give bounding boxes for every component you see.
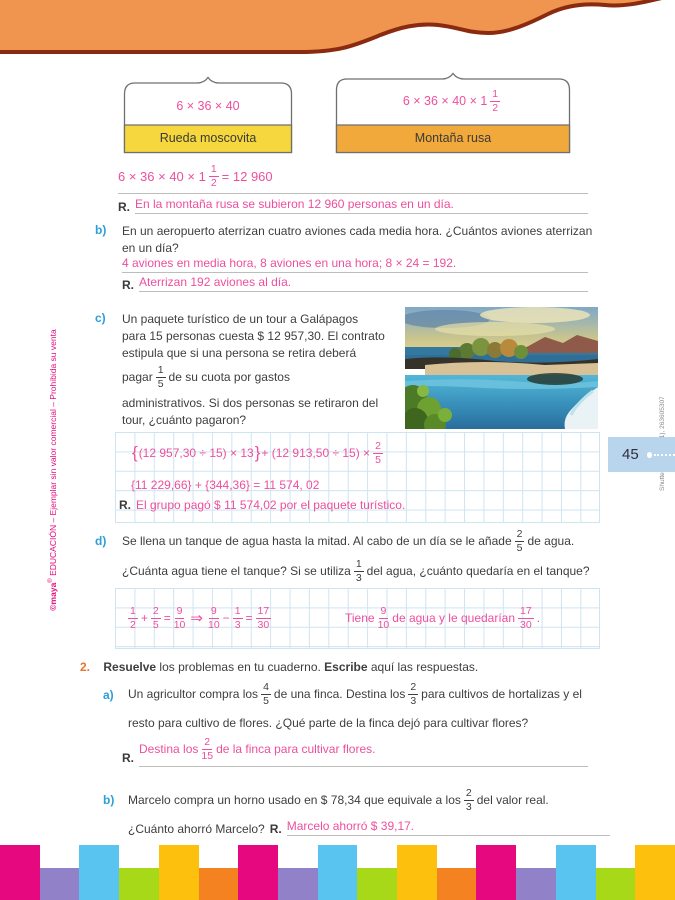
answer-line-2a: R. Destina los $\frac{2}{15}$ de la finca para cultivar flores.	[122, 737, 588, 767]
work-grid-c1	[115, 432, 600, 523]
implies-arrow: ⇒	[190, 610, 203, 627]
footer-color-block	[79, 845, 119, 900]
page-number-tab	[608, 437, 675, 472]
box-label: Montaña rusa	[414, 131, 492, 145]
item-marker-2a: a)	[103, 688, 114, 702]
fraction: $\frac{2}{5}$	[516, 528, 523, 554]
answer-line-2b: ¿Cuánto ahorró Marcelo? R. Marcelo ahorró $ 39,17.	[128, 819, 610, 836]
work-grid-d1	[115, 588, 600, 649]
tab-dot	[647, 452, 653, 458]
footer-color-block	[318, 845, 358, 900]
exercise-number: 2.	[80, 660, 91, 674]
answer-text-d1: Tiene $\frac{9}{10}$ de agua y le quedarían $\frac{17}{30}$ .	[345, 605, 541, 631]
footer-color-block	[199, 868, 239, 900]
question-line-with-fraction: Marcelo compra un horno usado en $ 78,34 que equivale a los $\frac{2}{3}$ del valor real.	[128, 787, 549, 813]
item-marker-d1: d)	[95, 534, 107, 548]
fraction: $\frac{1}{5}$	[157, 364, 164, 390]
photo-credit	[659, 371, 666, 491]
question-2b	[128, 785, 610, 836]
expression-rueda	[123, 94, 293, 118]
footer-color-block	[596, 868, 636, 900]
answer-text: Marcelo ahorró $ 39,17.	[287, 819, 610, 836]
answer-text: Destina los $\frac{2}{15}$ de la finca para cultivar flores.	[139, 734, 588, 767]
question-2a: Un agricultor compra los $\frac{4}{5}$ de una finca. Destina los $\frac{2}{3}$ para cultivos de hortalizas y el resto para cultivo de flores. ¿Qué parte de la finca dejó para cultivar flores?	[128, 679, 610, 732]
question-line-with-fraction: Se llena un tanque de agua hasta la mitad. Al cabo de un día se le añade $\frac{2}{5}$ de agua.	[122, 528, 575, 554]
fraction: $\frac{1}{2}$	[210, 163, 217, 189]
exercise-2-title: 2. Resuelve los problemas en tu cuaderno. Escribe aquí las respuestas.	[80, 660, 479, 674]
footer-color-blocks	[0, 845, 675, 900]
label-box-rueda-moscovita	[123, 76, 293, 154]
footer-color-block	[556, 845, 596, 900]
footer-color-block	[437, 868, 477, 900]
footer-color-block	[357, 868, 397, 900]
question-d1	[122, 526, 612, 586]
footer-color-block	[635, 845, 675, 900]
label-box-montana-rusa	[335, 72, 571, 154]
work-expression-2: {11 229,66} + {344,36} = 11 574, 02	[131, 478, 320, 492]
fraction: $\frac{1}{2}$	[492, 88, 499, 114]
maya-logo: ©maya	[48, 582, 58, 611]
answer-text: En la montaña rusa se subieron 12 960 personas en un día.	[135, 197, 588, 214]
footer-color-block	[238, 845, 278, 900]
item-marker-2b: b)	[103, 793, 115, 807]
galapagos-photo	[405, 307, 598, 429]
box-label: Rueda moscovita	[159, 131, 257, 145]
item-marker-b1: b)	[95, 223, 107, 237]
footer-color-block	[40, 868, 80, 900]
fraction: $\frac{2}{5}$	[375, 440, 381, 466]
expression-montana: 6 × 36 × 40 × 1 $\frac{1}{2}$	[402, 88, 499, 114]
solution-equation: 6 × 36 × 40 × 1 $\frac{1}{2}$ = 12 960	[118, 159, 588, 194]
footer-color-block	[0, 845, 40, 900]
question-c1: Un paquete turístico de un tour a Galápagos para 15 personas cuesta $ 12 957,30. El contrato estipula que si una persona se retira deberá pagar $\frac{1}{5}$ de su cuota por gastos administrativos. Si dos personas se retiraron del tour, ¿cuánto pagaron?	[122, 311, 398, 429]
left-imprint-vertical-text: ©maya® EDUCACIÓN – Ejemplar sin valor comercial – Prohibida su venta	[48, 329, 58, 611]
footer-color-block	[516, 868, 556, 900]
footer-color-block	[397, 845, 437, 900]
footer-color-block	[278, 868, 318, 900]
answer-text: El grupo pagó $ 11 574,02 por el paquete turístico.	[136, 498, 406, 512]
work-expression-1: { (12 957,30 ÷ 15) × 13 } + (12 913,50 ÷ 15) × $\frac{2}{5}$	[132, 440, 381, 466]
top-wave-decoration	[0, 0, 675, 62]
question-b1: En un aeropuerto aterrizan cuatro aviones cada media hora. ¿Cuántos aviones aterrizan en un día?	[122, 224, 593, 255]
answer-text: Aterrizan 192 aviones al día.	[139, 275, 588, 292]
question-line-with-fraction: Un agricultor compra los $\frac{4}{5}$ de una finca. Destina los $\frac{2}{3}$ para cultivos de hortalizas y el	[128, 681, 582, 707]
question-line-with-fraction: ¿Cuánta agua tiene el tanque? Si se utiliza $\frac{1}{3}$ del agua, ¿cuánto quedaría en el tanque?	[122, 558, 590, 584]
page-number: 45	[622, 446, 639, 463]
question-line-with-fraction: pagar $\frac{1}{5}$ de su cuota por gastos	[122, 364, 290, 390]
work-equation-d1: $\frac{1}{2}$ + $\frac{2}{5}$ = $\frac{9}{10}$ ⇒ $\frac{9}{10}$ − $\frac{1}{3}$ = $\frac{17}{30}$	[130, 605, 270, 631]
work-line-b1: 4 aviones en media hora, 8 aviones en una hora; 8 × 24 = 192.	[122, 256, 588, 273]
footer-color-block	[159, 845, 199, 900]
fraction: $\frac{1}{3}$	[355, 558, 362, 584]
footer-color-block	[119, 868, 159, 900]
expression-text: 6 × 36 × 40	[176, 99, 240, 113]
footer-color-block	[476, 845, 516, 900]
answer-line-c1: R. El grupo pagó $ 11 574,02 por el paquete turístico.	[119, 498, 406, 512]
item-marker-c1: c)	[95, 311, 106, 325]
tab-dotted-line	[654, 454, 675, 456]
answer-line-b1: R. Aterrizan 192 aviones al día.	[122, 275, 588, 292]
answer-line-1: R. En la montaña rusa se subieron 12 960 personas en un día.	[118, 197, 588, 214]
